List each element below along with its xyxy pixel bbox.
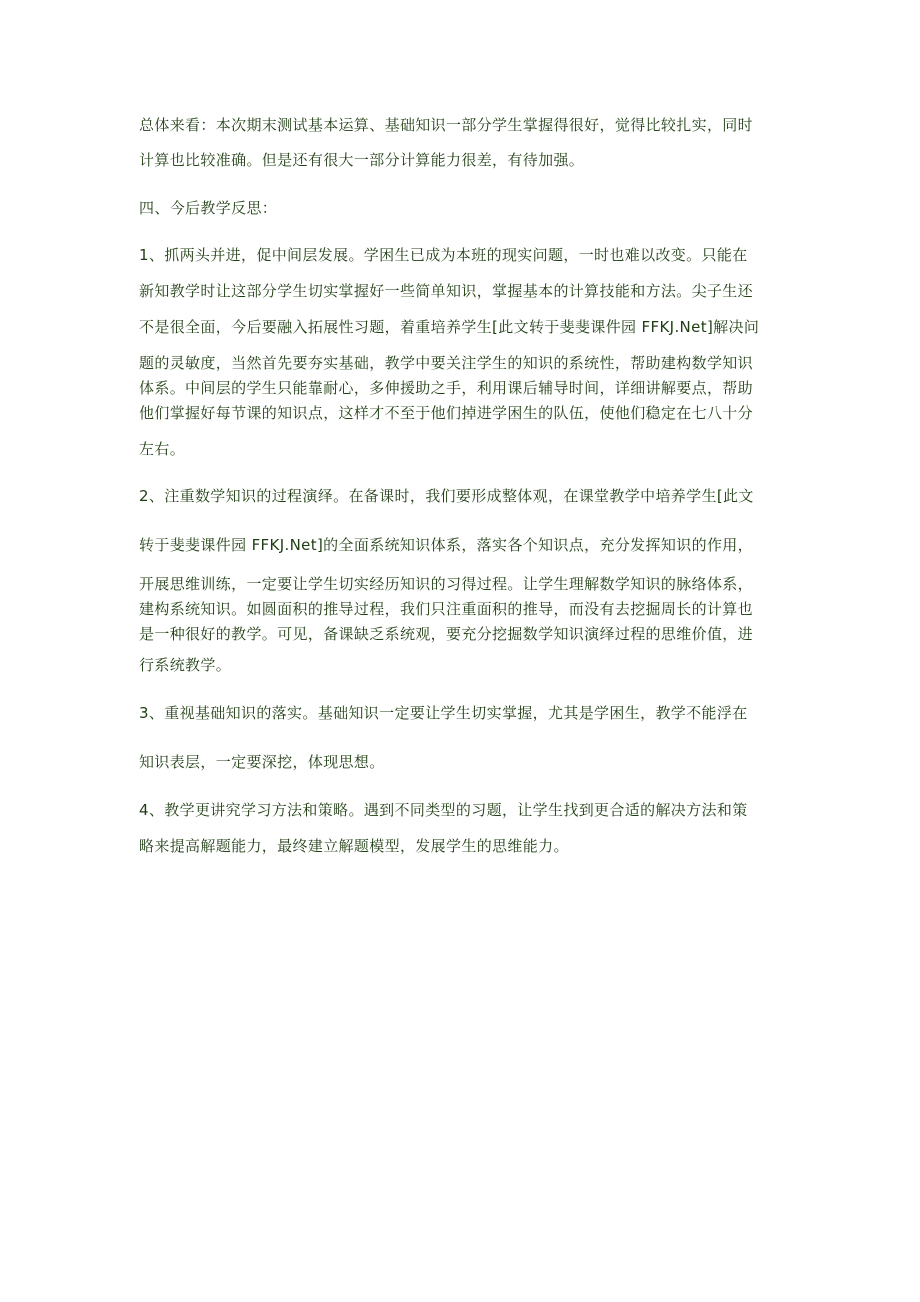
point-2-line-4: 建构系统知识。如圆面积的推导过程，我们只注重面积的推导，而没有去挖掘周长的计算也: [139, 600, 754, 618]
point-2-line-6: 行系统教学。: [139, 656, 232, 674]
section-heading: 四、今后教学反思：: [139, 199, 278, 217]
point-4-line-1: 4、教学更讲究学习方法和策略。遇到不同类型的习题，让学生找到更合适的解决方法和策: [139, 801, 748, 819]
point-1-line-6: 他们掌握好每节课的知识点，这样才不至于他们掉进学困生的队伍，使他们稳定在七八十分: [139, 404, 754, 422]
point-1-line-2: 新知教学时让这部分学生切实掌握好一些简单知识，掌握基本的计算技能和方法。尖子生还: [139, 282, 754, 300]
point-1-line-3: 不是很全面，今后要融入拓展性习题，着重培养学生[此文转于斐斐课件园 FFKJ.Net]解决问: [139, 318, 760, 336]
point-4-line-2: 略来提高解题能力，最终建立解题模型，发展学生的思维能力。: [139, 837, 569, 855]
point-1-line-4: 题的灵敏度，当然首先要夯实基础，教学中要关注学生的知识的系统性，帮助建构数学知识: [139, 354, 754, 372]
point-2-line-2: 转于斐斐课件园 FFKJ.Net]的全面系统知识体系，落实各个知识点，充分发挥知识的作用，: [139, 536, 753, 554]
point-2-line-5: 是一种很好的教学。可见，备课缺乏系统观，要充分挖掘数学知识演绎过程的思维价值，进: [139, 625, 754, 643]
point-3-line-1: 3、重视基础知识的落实。基础知识一定要让学生切实掌握，尤其是学困生，教学不能浮在: [139, 704, 748, 722]
summary-line-1: 总体来看：本次期末测试基本运算、基础知识一部分学生掌握得很好，觉得比较扎实，同时: [139, 116, 754, 134]
point-1-line-1: 1、抓两头并进，促中间层发展。学困生已成为本班的现实问题，一时也难以改变。只能在: [139, 246, 748, 264]
point-2-line-3: 开展思维训练，一定要让学生切实经历知识的习得过程。让学生理解数学知识的脉络体系，: [139, 575, 754, 593]
point-2-line-1: 2、注重数学知识的过程演绎。在备课时，我们要形成整体观，在课堂教学中培养学生[此文: [139, 487, 754, 505]
point-1-line-5: 体系。中间层的学生只能靠耐心，多伸援助之手，利用课后辅导时间，详细讲解要点，帮助: [139, 379, 754, 397]
point-3-line-2: 知识表层，一定要深挖，体现思想。: [139, 753, 385, 771]
summary-line-2: 计算也比较准确。但是还有很大一部分计算能力很差，有待加强。: [139, 151, 585, 169]
point-1-line-7: 左右。: [139, 440, 186, 458]
